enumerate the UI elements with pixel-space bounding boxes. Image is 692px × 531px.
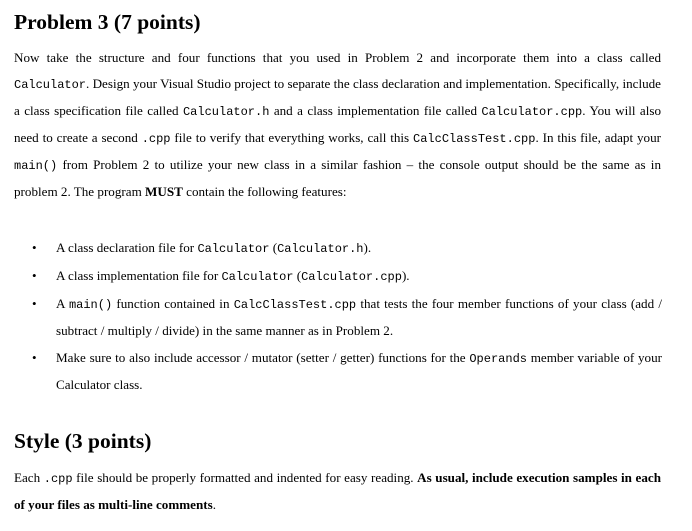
code-span: Operands (469, 352, 527, 366)
text-span: Each (14, 470, 44, 485)
text-span: and a class implementation file called (269, 103, 482, 118)
bullet-item (14, 345, 662, 398)
bullet-icon: • (32, 240, 37, 255)
text-span: ( (293, 268, 302, 283)
code-span: Calculator (221, 270, 294, 284)
bullet-item (14, 291, 662, 344)
style-paragraph (14, 465, 661, 518)
problem-intro-paragraph (14, 45, 661, 205)
problem-3-heading: Problem 3 (7 points) (14, 10, 201, 34)
text-span: contain the following features: (182, 184, 347, 199)
bullet-icon: • (32, 296, 37, 311)
bullet-item (14, 263, 662, 290)
bold-span: MUST (145, 184, 183, 199)
code-span: .cpp (141, 132, 171, 146)
feature-bullet-list (14, 235, 662, 399)
text-span: . Design your Visual Studio project to separate the class declaration and implementation. Specifically, include a class specification file called (14, 76, 661, 118)
text-span: that tests the four member functions of your class (add / subtract / multiply / divide) in the same manner as in Problem 2. (56, 296, 662, 338)
code-span: Calculator.cpp (301, 270, 402, 284)
style-heading: Style (3 points) (14, 429, 152, 453)
text-span: member variable of your Calculator class. (56, 350, 662, 392)
text-span: function contained in (112, 296, 234, 311)
text-span: ( (269, 240, 278, 255)
text-span: A class implementation file for (56, 268, 222, 283)
text-span: ). (363, 240, 372, 255)
bold-span: As usual, include execution samples in each of your files as multi-line comments (14, 470, 661, 512)
bullet-item (14, 235, 662, 262)
text-span: . In this file, adapt your (535, 130, 661, 145)
bullet-icon: • (32, 350, 37, 365)
code-span: Calculator.h (277, 242, 364, 256)
code-span: Calculator (14, 78, 87, 92)
text-span: A (56, 296, 69, 311)
code-span: main() (68, 298, 113, 312)
code-span: .cpp (43, 472, 73, 486)
text-span: . You will also need to create a second (14, 103, 662, 145)
bullet-icon: • (32, 268, 37, 283)
bullet-text (56, 350, 662, 392)
text-span: Now take the structure and four functions that you used in Problem 2 and incorporate them into a class called (14, 50, 661, 65)
bullet-text (56, 240, 371, 255)
code-span: main() (14, 159, 58, 173)
code-span: CalcClassTest.cpp (413, 132, 536, 146)
text-span: ). (401, 268, 410, 283)
text-span: from Problem 2 to utilize your new class in a similar fashion – the console output should be the same as in problem 2. The program (14, 157, 661, 199)
text-span: Make sure to also include accessor / mutator (setter / getter) functions for the (56, 350, 470, 365)
text-span: . (212, 497, 216, 512)
code-span: CalcClassTest.cpp (233, 298, 357, 312)
text-span: file to verify that everything works, call this (170, 130, 414, 145)
code-span: Calculator (197, 242, 270, 256)
code-span: Calculator.h (182, 105, 270, 119)
bullet-text (56, 296, 662, 338)
bullet-text (56, 268, 410, 283)
code-span: Calculator.cpp (481, 105, 583, 119)
text-span: file should be properly formatted and indented for easy reading. (72, 470, 418, 485)
text-span: A class declaration file for (56, 240, 198, 255)
